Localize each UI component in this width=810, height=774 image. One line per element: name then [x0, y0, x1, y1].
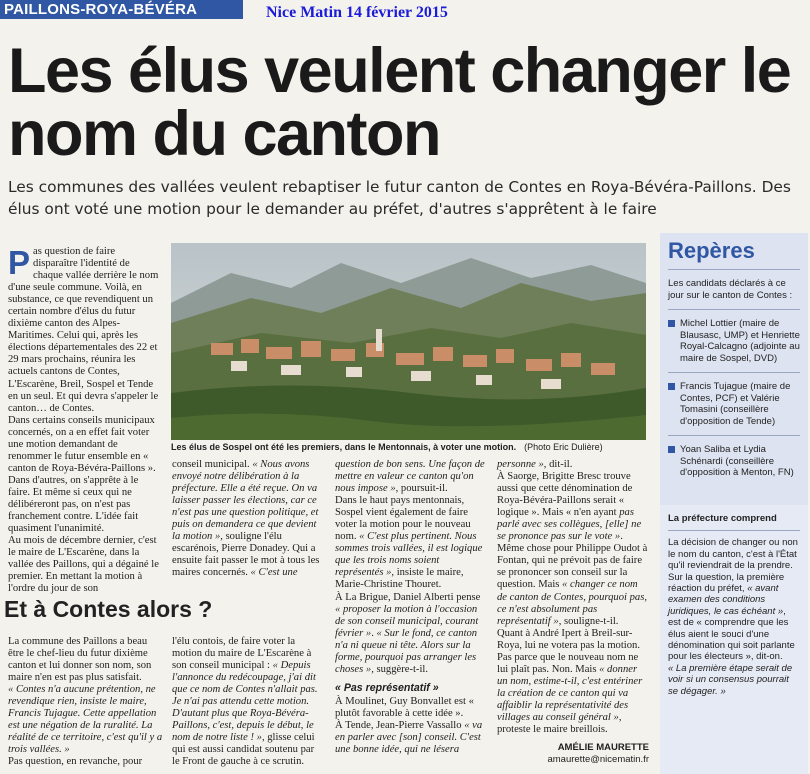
candidate-text: Francis Tujague (maire de Contes, PCF) et Valérie Tomasini (conseillère d'opposition de Tende) — [680, 381, 791, 427]
quote: question de bon sens. Une façon de mettre en valeur ce canton qu'on nous impose » — [335, 459, 485, 495]
dropcap: P — [8, 244, 31, 281]
text: Sur la question, la première réaction du préfet, — [668, 571, 785, 595]
candidate-item — [668, 318, 800, 364]
author-email[interactable]: amaurette@nicematin.fr — [547, 754, 649, 766]
paragraph — [335, 720, 487, 756]
reperes-sidebar — [660, 233, 808, 511]
prefecture-box — [660, 505, 808, 774]
divider — [668, 372, 800, 373]
prefecture-title: La préfecture comprend — [668, 513, 777, 524]
text: . — [620, 531, 623, 543]
text: À Tende, Jean-Pierre Vassallo — [335, 719, 465, 731]
candidate-text: Michel Lottier (maire de Blausasc, UMP) et Henriette Royal-Calcagno (adjointe au maire de Sospel, DVD) — [680, 318, 800, 364]
divider — [668, 435, 800, 436]
reperes-title: Repères — [668, 238, 755, 263]
village-photo — [171, 243, 646, 440]
photo-credit: (Photo Eric Dulière) — [524, 442, 603, 452]
text: , dit-il. — [543, 459, 573, 470]
text: , est de « comprendre que les élus aient le souci d'une dénomination qui soit parlante pour les électeurs », dit-on. — [668, 605, 795, 663]
paragraph — [497, 543, 649, 627]
quote: pas parlé avec ses collègues, [elle] ne se prononce pas sur le vote » — [497, 507, 642, 543]
divider — [668, 530, 800, 531]
headline: Les élus veulent changer le nom du canton — [8, 36, 791, 169]
text: , glisse celui qui est aussi candidat soutenu par le Front de gauche à ce scrutin. — [172, 732, 315, 768]
column-2 — [172, 459, 324, 579]
square-bullet-icon — [668, 383, 675, 390]
caption-text: Les élus de Sospel ont été les premiers, dans le Mentonnais, à voter une motion. — [171, 442, 517, 452]
paragraph — [497, 471, 649, 543]
paragraph — [172, 459, 324, 579]
paragraph — [335, 495, 487, 591]
paragraph: La décision de changer ou non le nom du canton, c'est à l'État qu'il reviendrait de la prendre. — [668, 537, 798, 572]
subhead-contes: Et à Contes alors ? — [4, 596, 213, 622]
quote: « C'est plus pertinent. Nous sommes trois vallées, il est logique que les trois noms soient représentés » — [335, 531, 483, 579]
quote: « C'est une — [250, 567, 298, 579]
quote: « donner un nom, estime-t-il, c'est entériner la création de ce canton qui va affaiblir la représentativité des villages au conseil général » — [497, 663, 643, 723]
contes-column-2 — [172, 636, 324, 769]
text: , insiste le maire, Marie-Christine Thouret. — [335, 567, 464, 591]
paragraph — [335, 592, 487, 676]
text: , souligne-t-il. — [558, 615, 619, 627]
reperes-intro: Les candidats déclarés à ce jour sur le canton de Contes : — [668, 278, 793, 301]
text: , proteste le maire breillois. — [497, 711, 622, 736]
paragraph — [172, 636, 324, 769]
paragraph: Au mois de décembre dernier, c'est le maire de L'Escarène, dans la vallée des Paillons, qui a dégainé le premier. En mettant la motion à l'ordre du jour de son — [8, 535, 159, 595]
candidate-text: Yoan Saliba et Lydia Schénardi (conseillère d'opposition à Menton, FN) — [680, 444, 794, 478]
sospel-village-image — [171, 243, 646, 440]
intro-text: as question de faire disparaître l'identité de chaque vallée derrière le nom d'une seule commune. Voilà, en substance, ce que revendiquent un certain nombre d'élus du futur dixième canton des Alpes-Maritimes. Celui qui, après les élections départementales des 22 et 29 mars prochains, réunira les actuels cantons de Contes, L'Escarène, Breil, Sospel et Tende en un seul. Et qui devra s'appeler le canton… de Contes. — [8, 246, 159, 414]
quote: « proposer la motion à l'occasion de son conseil municipal, courant février » — [335, 603, 479, 639]
paragraph — [497, 459, 649, 471]
text: , suggère-t-il. — [371, 663, 428, 675]
quote: « Nous avons envoyé notre délibération à la préfecture. Elle a été reçue. On va laisser passer les élections, car ce n'est pas une question politique, et puis on demandera ce que devient la motion » — [172, 459, 319, 543]
source-label: Nice Matin 14 février 2015 — [266, 4, 448, 21]
paragraph: Dans certains conseils municipaux concernés, on a en effet fait voter une motion demandant de renommer le futur ensemble en « canton de Roya-Bévéra-Paillons ». Dans d'autres, on s'apprête à le faire. Et même si ceux qui ne délibéreront pas, on n'est pas franchement contre. L'idée fait quasiment l'unanimité. — [8, 414, 156, 535]
author-signature: AMÉLIE MAURETTE — [557, 742, 649, 754]
contes-column-1 — [8, 636, 165, 769]
lede: Les communes des vallées veulent rebaptiser le futur canton de Contes en Roya-Bévéra-Paillons. Des élus ont voté une motion pour le demander au préfet, d'autres s'apprêtent à le faire — [8, 178, 791, 218]
quote: « changer ce nom de canton de Contes, pourquoi pas, ce n'est absolument pas représentatif » — [497, 579, 647, 627]
quote: personne » — [497, 459, 544, 470]
paragraph — [668, 663, 800, 697]
column-3 — [335, 459, 487, 756]
text: Quant à André Ipert à Breil-sur-Roya, lui ne votera pas la motion. Pas parce que le nouveau nom ne lui plaît pas. Non. Mais — [497, 627, 640, 675]
text: conseil municipal. — [172, 459, 253, 470]
text: l'élu contois, de faire voter la motion du maire de L'Escarène à son conseil municipal : — [172, 636, 312, 672]
column-4 — [497, 459, 649, 766]
mini-subhead: « Pas représentatif » — [335, 681, 439, 694]
paragraph: Pas question, en revanche, pour — [8, 756, 143, 768]
square-bullet-icon — [668, 320, 675, 327]
quote: « avant examen des conditions juridiques, le cas échéant » — [668, 583, 784, 617]
quote: « La première étape serait de voir si un consensus pourrait se dégager. » — [668, 662, 793, 697]
divider — [668, 269, 800, 270]
quote: « Contes n'a aucune prétention, ne revendique rien, insiste le maire, Francis Tujague. Cette appellation est une négation de la ruralité. La réalité de ce territoire, c'est qu'il y a trois vallées. » — [8, 684, 163, 756]
candidate-item — [668, 381, 800, 427]
text: , poursuit-il. — [395, 483, 448, 495]
text: Dans le haut pays mentonnais, Sospel vient également de faire voter la motion pour le nouveau nom. — [335, 495, 471, 543]
intro-paragraph — [8, 246, 160, 415]
column-1 — [8, 246, 160, 595]
text: À Saorge, Brigitte Bresc trouve aussi que cette dénomination de Roya-Bévéra-Paillons serait « logique ». Mais « n'en ayant — [497, 471, 633, 519]
paragraph — [497, 628, 649, 736]
text: À La Brigue, Daniel Alberti pense — [335, 591, 481, 603]
text: , souligne l'élu escarénois, Pierre Donadey. Qui a ensuite fait passer le mot à tous les maires concernés. — [172, 531, 320, 579]
quote: « va en parler avec [son] conseil. C'est une bonne idée, qui ne lésera — [335, 719, 483, 756]
quote: « Depuis l'annonce du redécoupage, j'ai dit que ce nom de Contes n'allait pas. Je n'ai pas attendu cette motion. D'autant plus que Roya-Bévéra-Paillons, c'est, depuis le début, le nom de notre liste ! » — [172, 660, 318, 744]
text: . — [371, 627, 377, 639]
paragraph: La commune des Paillons a beau être le chef-lieu du futur dixième canton et lui donner son nom, son maire n'en est pas plus satisfait. — [8, 636, 152, 684]
section-rubric: PAILLONS-ROYA-BÉVÉRA — [0, 0, 243, 19]
paragraph: À Moulinet, Guy Bonvallet est « plutôt favorable à cette idée ». — [335, 695, 474, 719]
divider — [668, 309, 800, 310]
candidate-item — [668, 444, 800, 479]
photo-caption — [171, 441, 646, 453]
square-bullet-icon — [668, 446, 675, 453]
paragraph — [668, 572, 800, 663]
quote: « Sur le fond, ce canton n'a ni queue ni tête. Alors sur la forme, pourquoi pas arranger les choses » — [335, 627, 478, 675]
paragraph — [8, 684, 165, 756]
text: Même chose pour Philippe Oudot à Fontan, qui ne prévoit pas de faire se prononcer son conseil sur la question. Mais — [497, 543, 648, 591]
paragraph — [335, 459, 487, 495]
